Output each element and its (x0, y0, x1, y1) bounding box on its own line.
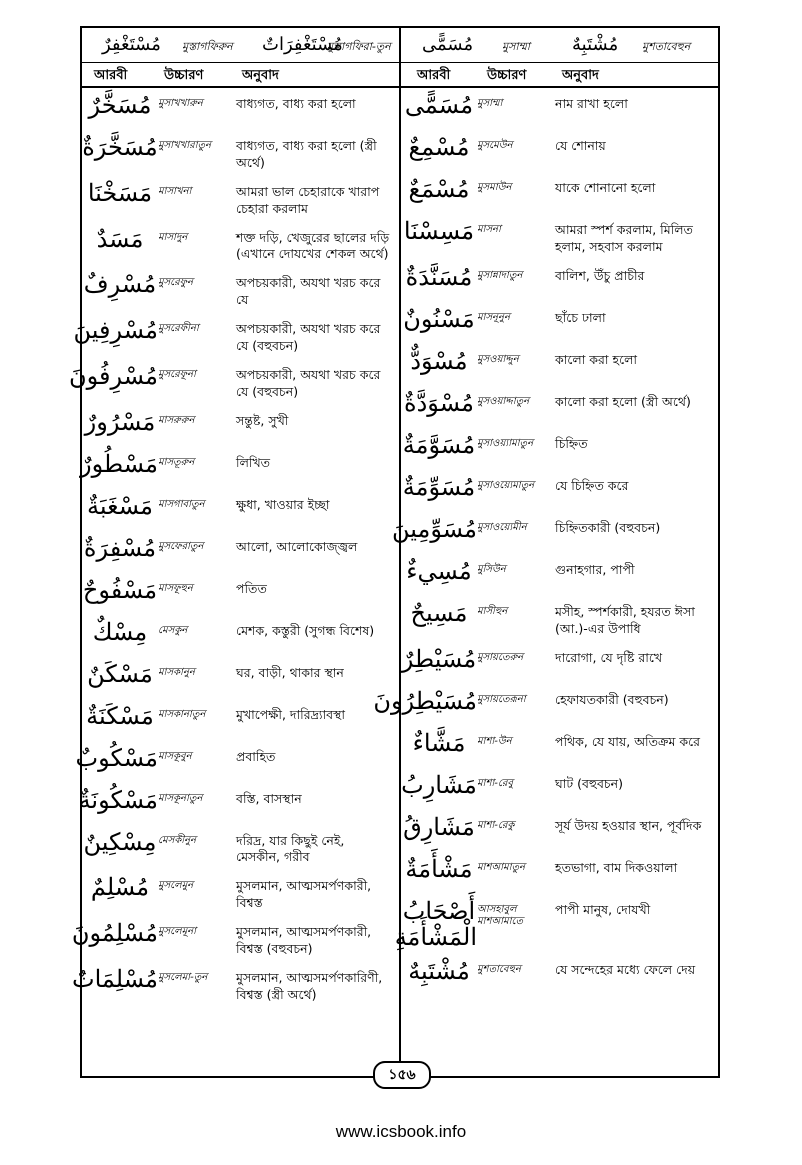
arabic-word: مُسْرِفِينَ (73, 316, 158, 344)
arabic-word: مُسَخَّرٌ (88, 91, 152, 119)
arabic-word: مَسِيحٌ (410, 598, 468, 627)
pronunciation: মাসাদুন (158, 231, 188, 243)
meaning: মেশক, কস্তুরী (সুগন্ধ বিশেষ) (236, 622, 375, 638)
meaning: বাধ্যগত, বাধ্য করা হলো (236, 96, 356, 111)
arabic-word: مِسْكِينٌ (83, 827, 157, 856)
dictionary-entry (401, 768, 716, 810)
pronunciation: মুসরেফূনা (158, 368, 196, 380)
meaning: হেফাযতকারী (বহুবচন) (555, 691, 669, 707)
meaning: আলো, আলোকোজ্জ্বল (236, 538, 358, 554)
dictionary-entry (82, 657, 397, 699)
arabic-word: مَشْأَمَةٌ (405, 854, 473, 883)
meaning: বস্তি, বাসস্থান (236, 790, 302, 806)
pronunciation: মুসায়তেরুন (477, 651, 524, 663)
pronunciation: মুশতাবেহুন (477, 964, 521, 976)
dictionary-entry (401, 260, 716, 302)
column-header-row (82, 62, 718, 88)
arabic-word: مُسْوَدٌّ (410, 346, 468, 375)
meaning: যে চিহ্নিত করে (555, 477, 629, 493)
meaning: ঘর, বাড়ী, থাকার স্থান (236, 664, 344, 680)
pronunciation: মাসনা (477, 224, 501, 235)
arabic-word: مَسْكُوبٌ (75, 743, 158, 772)
dictionary-entry (72, 962, 397, 1008)
dictionary-entry (401, 172, 716, 214)
dictionary-entry (82, 405, 397, 447)
pronunciation: মুসওয়াদ্দুন (477, 353, 519, 365)
meaning: মসীহ, স্পর্শকারী, হযরত ঈসা (আ.)-এর উপাধি (555, 603, 695, 636)
arabic-word: مُسْمِعٌ (408, 133, 470, 161)
arabic-word: أَصْحَابُ الْمَشْأَمَةِ (394, 896, 477, 951)
meaning: চিহ্নিতকারী (বহুবচন) (555, 519, 661, 535)
dictionary-entry (401, 88, 716, 130)
arabic-word: مُسْوَدَّةٌ (404, 388, 474, 417)
meaning: যাকে শোনানো হলো (555, 180, 656, 195)
meaning: পথিক, যে যায়, অতিক্রম করে (555, 733, 701, 749)
top-index-row (82, 28, 718, 63)
pronunciation: মুসাওয়্যেমাতুন (477, 479, 535, 491)
arabic-word: مَسْغَبَةٌ (87, 491, 153, 520)
header-arabic-left: আরবী (94, 68, 128, 83)
dictionary-entry (82, 222, 397, 268)
header-pronunciation-left: উচ্চারণ (164, 68, 204, 83)
pronunciation: মুসিউন (477, 563, 506, 575)
arabic-word: مُسْلِمُونَ (71, 919, 158, 947)
arabic-word: مَسْكُونَةٌ (78, 785, 158, 814)
pronunciation: মুসলেমূনা (158, 926, 197, 937)
arabic-word: مُسَوِّمَةٌ (402, 472, 476, 501)
arabic-word: مَشَارِبُ (401, 770, 477, 799)
dictionary-entry (401, 954, 716, 996)
pronunciation: মাসাখনা (158, 185, 192, 197)
dictionary-entry (401, 428, 716, 470)
arabic-word: مَسْنُونٌ (403, 304, 475, 333)
dictionary-entry (82, 615, 397, 657)
pronunciation: মুসাওয়্যেমীন (477, 521, 527, 533)
top-right-latin-2: মুশতাবেহুন (642, 40, 691, 53)
pronunciation: আসহাবুল মাশআমাতে (477, 903, 524, 927)
pronunciation: মাসগাবাতুন (158, 498, 205, 510)
dictionary-entry (82, 489, 397, 531)
top-right-arabic-1: مُسَمًّى (422, 34, 474, 55)
meaning: মুখাপেক্ষী, দারিদ্র্যাবস্থা (236, 706, 345, 722)
pronunciation: মাশআমাতুন (477, 861, 525, 873)
arabic-word: مُسَمًّى (404, 91, 474, 119)
arabic-word: مَسَدٌ (96, 224, 144, 253)
meaning: দারোগা, যে দৃষ্টি রাখে (555, 649, 663, 665)
footer-url[interactable]: www.icsbook.info (335, 1122, 467, 1141)
header-meaning-right: অনুবাদ (562, 68, 599, 83)
dictionary-entry (82, 870, 397, 916)
pronunciation: মাসকূবুন (158, 750, 192, 762)
dictionary-entry (401, 344, 716, 386)
dictionary-entry (401, 214, 716, 260)
dictionary-entry (71, 916, 397, 962)
arabic-word: مُسَوِّمِينَ (391, 514, 477, 543)
dictionary-entry (401, 810, 716, 852)
meaning: পতিত (236, 580, 267, 596)
dictionary-entry (82, 531, 397, 573)
pronunciation: মুসাম্মা (477, 98, 503, 109)
dictionary-entry (82, 88, 397, 130)
pronunciation: মাসীহুন (477, 605, 508, 617)
page-number: ১৫৬ (373, 1061, 431, 1089)
meaning: মুসলমান, আত্মসমর্পণকারী, বিশ্বস্ত (236, 878, 372, 911)
meaning: বাধ্যগত, বাধ্য করা হলো (স্ত্রী অর্থে) (236, 138, 377, 170)
meaning: হতভাগা, বাম দিকওয়ালা (555, 859, 678, 875)
pronunciation: মুসান্নাদাতুন (477, 269, 523, 281)
arabic-word: مَسِسْنَا (403, 217, 475, 245)
pronunciation: মাসকানুন (158, 666, 195, 678)
arabic-word: مُسْمَعٌ (408, 175, 470, 203)
top-left-arabic-2: مُسْتَغْفِرَاتٌ (262, 34, 343, 55)
pronunciation: মুসরেফুন (158, 277, 193, 289)
dictionary-entry (82, 825, 397, 871)
dictionary-entry (75, 741, 397, 783)
arabic-word: مُسَوَّمَةٌ (402, 430, 476, 459)
meaning: যে সন্দেহের মধ্যে ফেলে দেয় (555, 962, 696, 978)
dictionary-entry (401, 726, 716, 768)
meaning: দরিদ্র, যার কিছুই নেই, মেসকীন, গরীব (236, 832, 345, 865)
dictionary-entry (373, 684, 716, 726)
meaning: ক্ষুধা, খাওয়ার ইচ্ছা (236, 496, 330, 512)
top-left-arabic-1: مُسْتَغْفِرٌ (102, 34, 161, 55)
meaning: আমরা স্পর্শ করলাম, মিলিত হলাম, সহবাস করলাম (555, 222, 693, 254)
pronunciation: মুসরেফীনা (158, 323, 199, 334)
dictionary-entry (401, 852, 716, 894)
meaning: নাম রাখা হলো (555, 96, 628, 111)
dictionary-entry (82, 699, 397, 741)
right-column (373, 88, 716, 1056)
meaning: সন্তুষ্ট, সুখী (236, 412, 289, 428)
arabic-word: مُسَخَّرَةٌ (82, 133, 158, 161)
dictionary-entry (391, 512, 716, 554)
dictionary-entry (82, 573, 397, 615)
pronunciation: মাশা-রেকু (477, 819, 515, 831)
dictionary-entry (82, 130, 397, 176)
pronunciation: মুসাওয়্যামাতুন (477, 437, 534, 449)
top-left-latin-2: মুস্তাগফিরা-তুন (327, 40, 391, 53)
arabic-word: مَسْكَنَةٌ (86, 701, 154, 730)
meaning: লিখিত (236, 454, 271, 470)
arabic-word: مَشَارِقُ (403, 812, 475, 841)
pronunciation: মেসকীনুন (158, 834, 197, 846)
arabic-word: مَسْكَنٌ (87, 659, 153, 688)
meaning: অপচয়কারী, অযথা খরচ করে যে (বহুবচন) (236, 366, 381, 399)
meaning: আমরা ভাল চেহারাকে খারাপ চেহারা করলাম (236, 183, 380, 216)
pronunciation: মুসায়তেরূনা (477, 693, 526, 705)
arabic-word: مَشَّاءٌ (412, 728, 466, 757)
meaning: বালিশ, উঁচু প্রাচীর (555, 267, 645, 283)
meaning: কালো করা হলো (স্ত্রী অর্থে) (555, 393, 691, 409)
arabic-word: مُسْلِمَاتٌ (72, 964, 158, 993)
dictionary-entry (401, 470, 716, 512)
meaning: অপচয়কারী, অযথা খরচ করে যে (বহুবচন) (236, 321, 381, 353)
arabic-word: مُسْلِمٌ (90, 873, 150, 902)
pronunciation: মুসলেমা-তুন (158, 971, 208, 983)
top-right-latin-1: মুসাম্মা (502, 40, 530, 53)
dictionary-entry (82, 176, 397, 222)
header-arabic-right: আরবী (417, 68, 451, 83)
dictionary-entry (401, 642, 716, 684)
dictionary-entry (401, 386, 716, 428)
pronunciation: মুসলেমুন (158, 880, 194, 892)
arabic-word: مُسَيْطِرٌ (401, 644, 477, 673)
arabic-word: مُشْتَبِهٌ (408, 957, 470, 986)
arabic-word: مِسْكٌ (92, 617, 148, 646)
meaning: যে শোনায় (555, 138, 606, 153)
meaning: কালো করা হলো (555, 351, 638, 367)
pronunciation: মাশা-রেবু (477, 777, 514, 789)
arabic-word: مَسْطُورٌ (80, 449, 158, 478)
dictionary-entry (68, 359, 397, 405)
meaning: সূর্য উদয় হওয়ার স্থান, পূর্বদিক (555, 817, 702, 833)
meaning: গুনাহগার, পাপী (555, 561, 635, 577)
dictionary-entry (82, 267, 397, 313)
meaning: ছাঁচে ঢালা (555, 309, 606, 325)
meaning: মুসলমান, আত্মসমর্পণকারী, বিশ্বস্ত (বহুবচন) (236, 924, 372, 956)
pronunciation: মাসনূনুন (477, 311, 510, 323)
pronunciation: মুসমেউন (477, 140, 513, 151)
pronunciation: মেসকুন (158, 624, 188, 636)
dictionary-entry (78, 783, 397, 825)
pronunciation: মুসফেরাতুন (158, 540, 204, 552)
meaning: অপচয়কারী, অযথা খরচ করে যে (236, 275, 381, 308)
pronunciation: মাসকানাতুন (158, 708, 206, 720)
dictionary-entry (401, 554, 716, 596)
pronunciation: মাসকূনাতুন (158, 792, 203, 804)
header-meaning-left: অনুবাদ (242, 68, 279, 83)
pronunciation: মুসমাউন (477, 182, 512, 193)
dictionary-entry (82, 447, 397, 489)
dictionary-entry (394, 894, 716, 955)
pronunciation: মুসাখখারুন (158, 98, 203, 109)
arabic-word: مُسْرِفُونَ (68, 361, 158, 390)
dictionary-page (68, 26, 720, 1083)
dictionary-entry (401, 596, 716, 642)
pronunciation: মাসরুরুন (158, 414, 195, 426)
top-left-latin-1: মুস্তাগফিরুন (182, 40, 233, 53)
pronunciation: মুসওয়াদ্দাতুন (477, 395, 530, 407)
dictionary-entry (401, 302, 716, 344)
arabic-word: مُسَنَّدَةٌ (405, 262, 473, 291)
arabic-word: مُسْرِفٌ (83, 270, 157, 299)
arabic-word: مَسْرُورٌ (84, 407, 156, 436)
top-right-arabic-2: مُشْتَبِهٌ (572, 34, 619, 55)
pronunciation: মাসফূহুন (158, 582, 193, 594)
arabic-word: مَسْفُوحٌ (82, 575, 158, 604)
meaning: ঘাট (বহুবচন) (555, 775, 623, 791)
arabic-word: مُسْفِرَةٌ (83, 533, 157, 562)
header-pronunciation-right: উচ্চারণ (487, 68, 527, 83)
arabic-word: مُسِيءٌ (406, 556, 472, 585)
meaning: প্রবাহিত (236, 748, 276, 764)
meaning: পাপী মানুষ, দোযখী (555, 901, 651, 917)
meaning: চিহ্নিত (555, 435, 588, 451)
arabic-word: مَسَخْنَا (87, 178, 153, 207)
dictionary-entry (73, 313, 397, 359)
pronunciation: মুসাখখারাতুন (158, 140, 211, 151)
pronunciation: মাশা-উন (477, 735, 512, 747)
dictionary-entry (401, 130, 716, 172)
pronunciation: মাসতূরুন (158, 456, 195, 468)
meaning: শক্ত দড়ি, খেজুরের ছালের দড়ি (এখানে দোযখের শেকল অর্থে) (236, 229, 390, 262)
meaning: মুসলমান, আত্মসমর্পণকারিণী, বিশ্বস্ত (স্ত্রী অর্থে) (236, 969, 383, 1002)
arabic-word: مُسَيْطِرُونَ (373, 686, 477, 715)
left-column (68, 88, 397, 1056)
